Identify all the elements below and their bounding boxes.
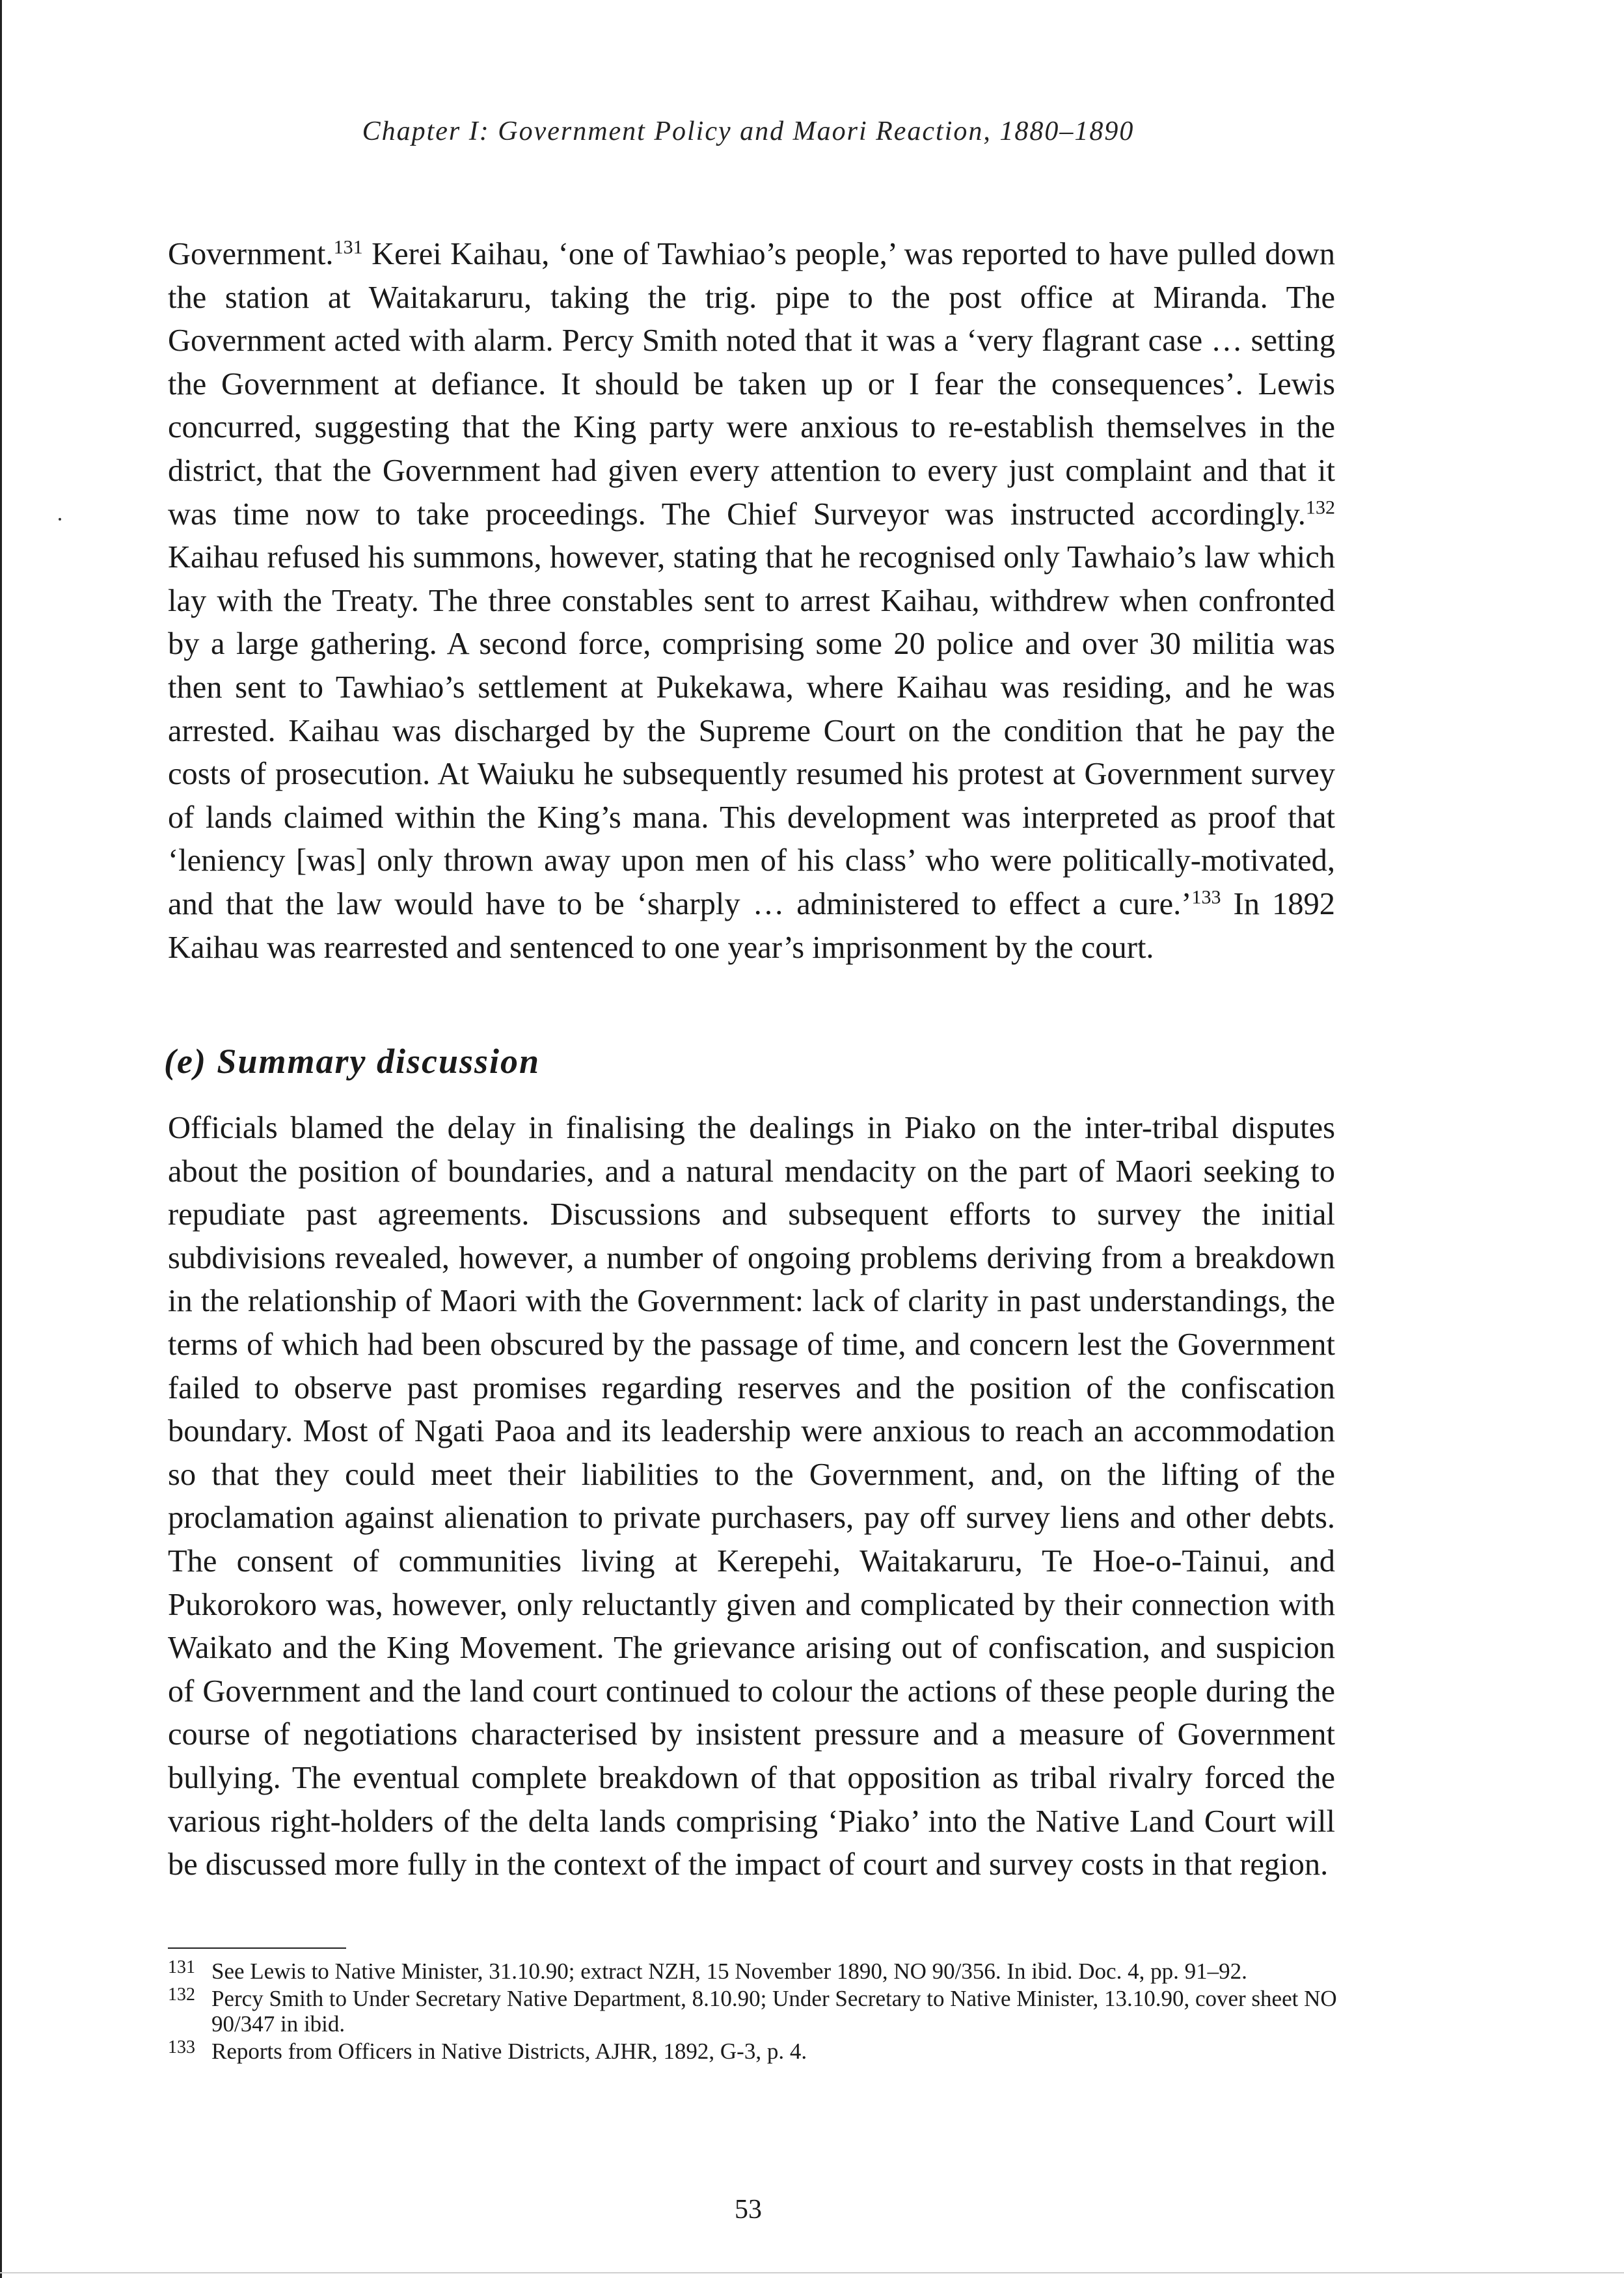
scan-edge-line (0, 0, 2, 2278)
paragraph-text: Kaihau refused his summons, however, stating that he recognised only Tawhaio’s law which lay with the Treaty. The three constables sent to arrest Kaihau, withdrew when confronted by a large gathering. A second force, comprising some 20 police and over 30 militia was then sent to Tawhiao’s settlement at Pukekawa, where Kaihau was residing, and he was arrested. Kaihau was discharged by the Supreme Court on the condition that he pay the costs of prosecution. At Waiuku he subsequently resumed his protest at Government survey of lands claimed within the King’s mana. This development was interpreted as proof that ‘leniency [was] only thrown away upon men of his class’ who were politically-motivated, and that the law would have to be ‘sharply … administered to effect a cure.’ (168, 540, 1335, 921)
footnote-separator (168, 1947, 346, 1949)
footnote-number: 132 (168, 1985, 195, 2005)
footnote-text: See Lewis to Native Minister, 31.10.90; extract NZH, 15 November 1890, NO 90/356. In ibid. Doc. 4, pp. 91–92. (211, 1959, 1247, 1984)
page-number: 53 (735, 2195, 762, 2225)
scan-bottom-line (0, 2272, 1624, 2273)
body-paragraph-2: Officials blamed the delay in finalising the dealings in Piako on the inter-tribal disputes about the position of boundaries, and a natural mendacity on the part of Maori seeking to repudiate past agreements. Discussions and subsequent efforts to survey the initial subdivisions revealed, however, a number of ongoing problems deriving from a breakdown in the relationship of Maori with the Government: lack of clarity in past understandings, the terms of which had been obscured by the passage of time, and concern lest the Government failed to observe past promises regarding reserves and the position of the confiscation boundary. Most of Ngati Paoa and its leadership were anxious to reach an accommodation so that they could meet their liabilities to the Government, and, on the lifting of the proclamation against alienation to private purchasers, pay off survey liens and other debts. The consent of communities living at Kerepehi, Waitakaruru, Te Hoe-o-Tainui, and Pukorokoro was, however, only reluctantly given and complicated by their connection with Waikato and the King Movement. The grievance arising out of confiscation, and suspicion of Government and the land court continued to colour the actions of these people during the course of negotiations characterised by insistent pressure and a measure of Government bullying. The eventual complete breakdown of that opposition as tribal rivalry forced the various right-holders of the delta lands comprising ‘Piako’ into the Native Land Court will be discussed more fully in the context of the impact of court and survey costs in that region. (168, 1111, 1335, 1882)
footnotes (168, 1959, 1339, 2066)
paragraph-text: In 1892 Kaihau was rearrested and sentenced to one year’s imprisonment by the court. (168, 886, 1335, 965)
paragraph-text: Kerei Kaihau, ‘one of Tawhiao’s people,’ was reported to have pulled down the station at Waitakaruru, taking the trig. pipe to the post office at Miranda. The Government acted with alarm. Percy Smith noted that it was a ‘very flagrant case … setting the Government at defiance. It should be taken up or I fear the consequences’. Lewis concurred, suggesting that the King party were anxious to re-establish themselves in the district, that the Government had given every attention to every just complaint and that it was time now to take proceedings. The Chief Surveyor was instructed accordingly. (168, 237, 1335, 532)
footnote-number: 131 (168, 1957, 195, 1977)
footnote-132 (168, 1986, 1339, 2037)
footnote-133 (168, 2039, 1339, 2064)
footnote-text: Reports from Officers in Native Districts, AJHR, 1892, G-3, p. 4. (211, 2039, 807, 2064)
footnote-ref-133[interactable]: 133 (1191, 886, 1221, 908)
body-paragraph-1 (168, 233, 1335, 970)
scan-speck (59, 518, 61, 521)
footnote-text: Percy Smith to Under Secretary Native Department, 8.10.90; Under Secretary to Native Minister, 13.10.90, cover sheet NO 90/347 in ibid. (211, 1986, 1337, 2037)
paragraph-text: Government. (168, 237, 334, 271)
section-heading: (e) Summary discussion (164, 1042, 541, 1081)
footnote-131 (168, 1959, 1339, 1984)
footnote-ref-132[interactable]: 132 (1305, 496, 1335, 519)
footnote-ref-131[interactable]: 131 (333, 236, 363, 258)
footnote-number: 133 (168, 2037, 195, 2057)
running-head: Chapter I: Government Policy and Maori Reaction, 1880–1890 (362, 116, 1135, 146)
